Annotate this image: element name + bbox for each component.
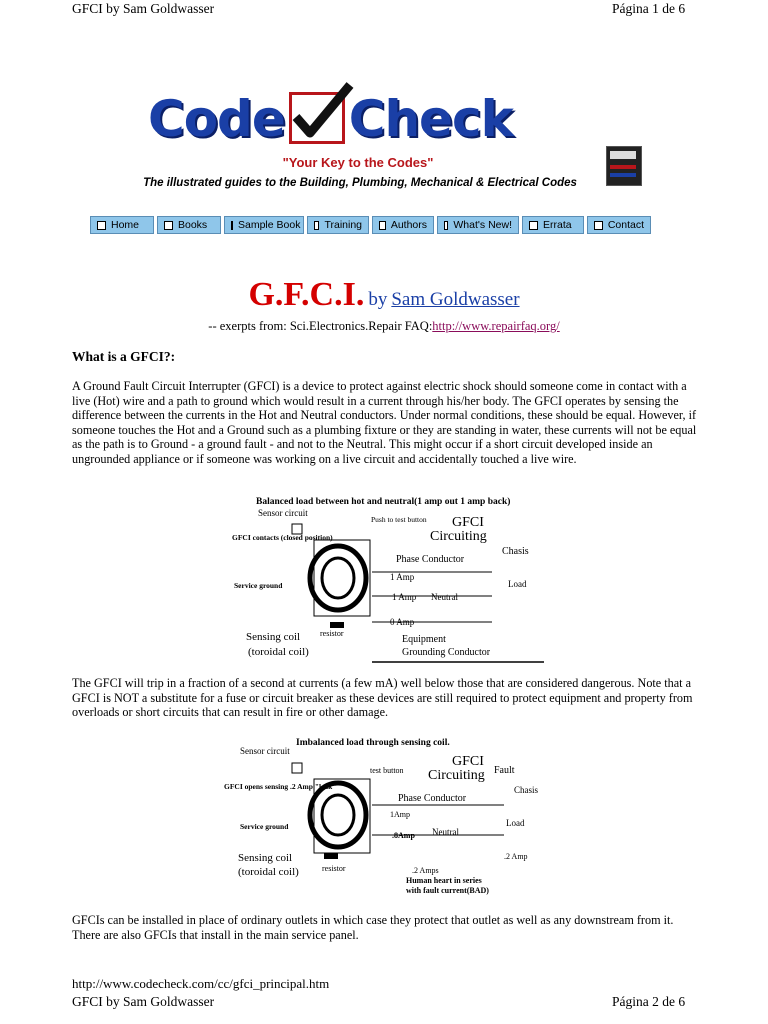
- svg-text:(toroidal coil): (toroidal coil): [248, 646, 309, 658]
- title-main: G.F.C.I.: [248, 276, 365, 313]
- nav-training[interactable]: Training: [307, 216, 369, 234]
- checkmark-icon: [289, 92, 345, 144]
- footer-url[interactable]: http://www.codecheck.com/cc/gfci_principal.htm: [72, 976, 330, 991]
- repairfaq-link[interactable]: http://www.repairfaq.org/: [432, 319, 560, 333]
- svg-text:1 Amp: 1 Amp: [390, 572, 415, 582]
- page-title: [0, 276, 768, 314]
- svg-text:Chasis: Chasis: [502, 546, 529, 557]
- paragraph-trip: The GFCI will trip in a fraction of a second at currents (a few mA) well below those that are considered dangerous. Note that a GFCI is NOT a substitute for a fuse or circuit breaker as these devices are still required to protect equipment and property from overloads or short circuits that can result in fire or other damage.: [72, 676, 693, 719]
- checkbox-icon: [529, 221, 538, 230]
- excerpt-line: [0, 319, 768, 334]
- svg-text:Equipment: Equipment: [402, 634, 446, 645]
- svg-text:1 Amp: 1 Amp: [392, 592, 417, 602]
- svg-text:1Amp: 1Amp: [390, 810, 410, 819]
- svg-text:with fault current(BAD): with fault current(BAD): [406, 886, 489, 895]
- checkbox-icon: [379, 221, 386, 230]
- svg-text:Chasis: Chasis: [514, 785, 539, 795]
- svg-text:GFCI: GFCI: [452, 515, 484, 530]
- figure-imbalanced-load: [220, 735, 550, 900]
- nav-whats-new[interactable]: What's New!: [437, 216, 519, 234]
- svg-text:Fault: Fault: [494, 765, 515, 776]
- svg-text:Grounding Conductor: Grounding Conductor: [402, 647, 491, 658]
- excerpt-prefix: -- exerpts from: Sci.Electronics.Repair FAQ:: [208, 319, 433, 333]
- author-link[interactable]: Sam Goldwasser: [391, 289, 520, 310]
- logo-word-check: Check: [348, 90, 513, 148]
- svg-text:Phase Conductor: Phase Conductor: [398, 793, 467, 804]
- logo-subtitle: The illustrated guides to the Building, Plumbing, Mechanical & Electrical Codes: [143, 177, 577, 189]
- checkbox-icon: [444, 221, 448, 230]
- svg-text:Sensing coil: Sensing coil: [246, 631, 301, 643]
- nav-bar: [90, 216, 651, 236]
- svg-text:test button: test button: [370, 766, 404, 775]
- paragraph-install: GFCIs can be installed in place of ordinary outlets in which case they protect that outlet as well as any downstream from it. There are also GFCIs that install in the main service panel.: [72, 913, 674, 942]
- svg-text:.8Amp: .8Amp: [392, 831, 415, 840]
- svg-text:GFCI opens sensing .2 Amp "lea: GFCI opens sensing .2 Amp "leak": [224, 782, 337, 791]
- svg-text:Service ground: Service ground: [234, 581, 283, 590]
- footer-title: GFCI by Sam Goldwasser: [72, 994, 215, 1009]
- nav-authors[interactable]: Authors: [372, 216, 434, 234]
- nav-books[interactable]: Books: [157, 216, 221, 234]
- nav-contact[interactable]: Contact: [587, 216, 651, 234]
- svg-text:Load: Load: [508, 579, 527, 589]
- nav-errata[interactable]: Errata: [522, 216, 584, 234]
- svg-text:Circuiting: Circuiting: [428, 768, 485, 783]
- svg-text:Sensor circuit: Sensor circuit: [258, 508, 308, 518]
- title-by: by: [368, 289, 388, 310]
- fig1-caption: Balanced load between hot and neutral(1 amp out 1 amp back): [256, 497, 511, 507]
- page-header-number: Página 1 de 6: [612, 1, 686, 16]
- nav-home[interactable]: Home: [90, 216, 154, 234]
- svg-text:Load: Load: [506, 818, 525, 828]
- footer-page-number: Página 2 de 6: [612, 994, 686, 1009]
- logo-word-code: Code: [148, 90, 285, 148]
- svg-text:Sensor circuit: Sensor circuit: [240, 746, 290, 756]
- paragraph-intro: A Ground Fault Circuit Interrupter (GFCI) is a device to protect against electric shock should someone come in contact with a live (Hot) wire and a path to ground which would result in a current through his/her body. The GFCI operates by sensing the difference between the currents in the Hot and Neutral conductors. Under normal conditions, these should be equal. However, if someone touches the Hot and a Ground such as a plumbing fixture or they are standing in water, these currents will not be equal as the path is to Ground - a ground fault - and not to the Neutral. This might occur if a short circuit developed inside an ungrounded appliance or if someone was working on a live circuit and accidentally touched a live wire.: [72, 379, 697, 466]
- svg-text:Push to test button: Push to test button: [371, 515, 427, 524]
- svg-text:GFCI contacts (closed position: GFCI contacts (closed position): [232, 533, 333, 542]
- svg-text:resistor: resistor: [322, 864, 346, 873]
- svg-text:Sensing coil: Sensing coil: [238, 852, 293, 864]
- svg-text:resistor: resistor: [320, 629, 344, 638]
- svg-text:Phase Conductor: Phase Conductor: [396, 554, 465, 565]
- svg-text:Circuiting: Circuiting: [430, 529, 487, 544]
- svg-text:Service ground: Service ground: [240, 822, 289, 831]
- svg-text:Human heart in series: Human heart in series: [406, 876, 482, 885]
- svg-text:.2 Amps: .2 Amps: [412, 866, 439, 875]
- fig2-caption: Imbalanced load through sensing coil.: [296, 738, 450, 748]
- page-header-title: GFCI by Sam Goldwasser: [72, 1, 215, 16]
- svg-text:GFCI: GFCI: [452, 754, 484, 769]
- section-heading: What is a GFCI?:: [72, 349, 176, 364]
- codecheck-logo[interactable]: [148, 90, 568, 152]
- checkbox-icon: [314, 221, 319, 230]
- checkbox-icon: [594, 221, 603, 230]
- svg-text:.2 Amp: .2 Amp: [504, 852, 528, 861]
- book-cover-image[interactable]: [606, 146, 642, 186]
- figure-balanced-load: [226, 492, 548, 664]
- checkbox-icon: [231, 221, 233, 230]
- svg-text:0 Amp: 0 Amp: [390, 617, 415, 627]
- nav-sample-book[interactable]: Sample Book: [224, 216, 304, 234]
- checkbox-icon: [164, 221, 173, 230]
- logo-tagline: "Your Key to the Codes": [282, 155, 434, 170]
- svg-text:Neutral: Neutral: [431, 592, 458, 602]
- svg-text:Neutral: Neutral: [432, 827, 459, 837]
- svg-text:(toroidal coil): (toroidal coil): [238, 866, 299, 878]
- checkbox-icon: [97, 221, 106, 230]
